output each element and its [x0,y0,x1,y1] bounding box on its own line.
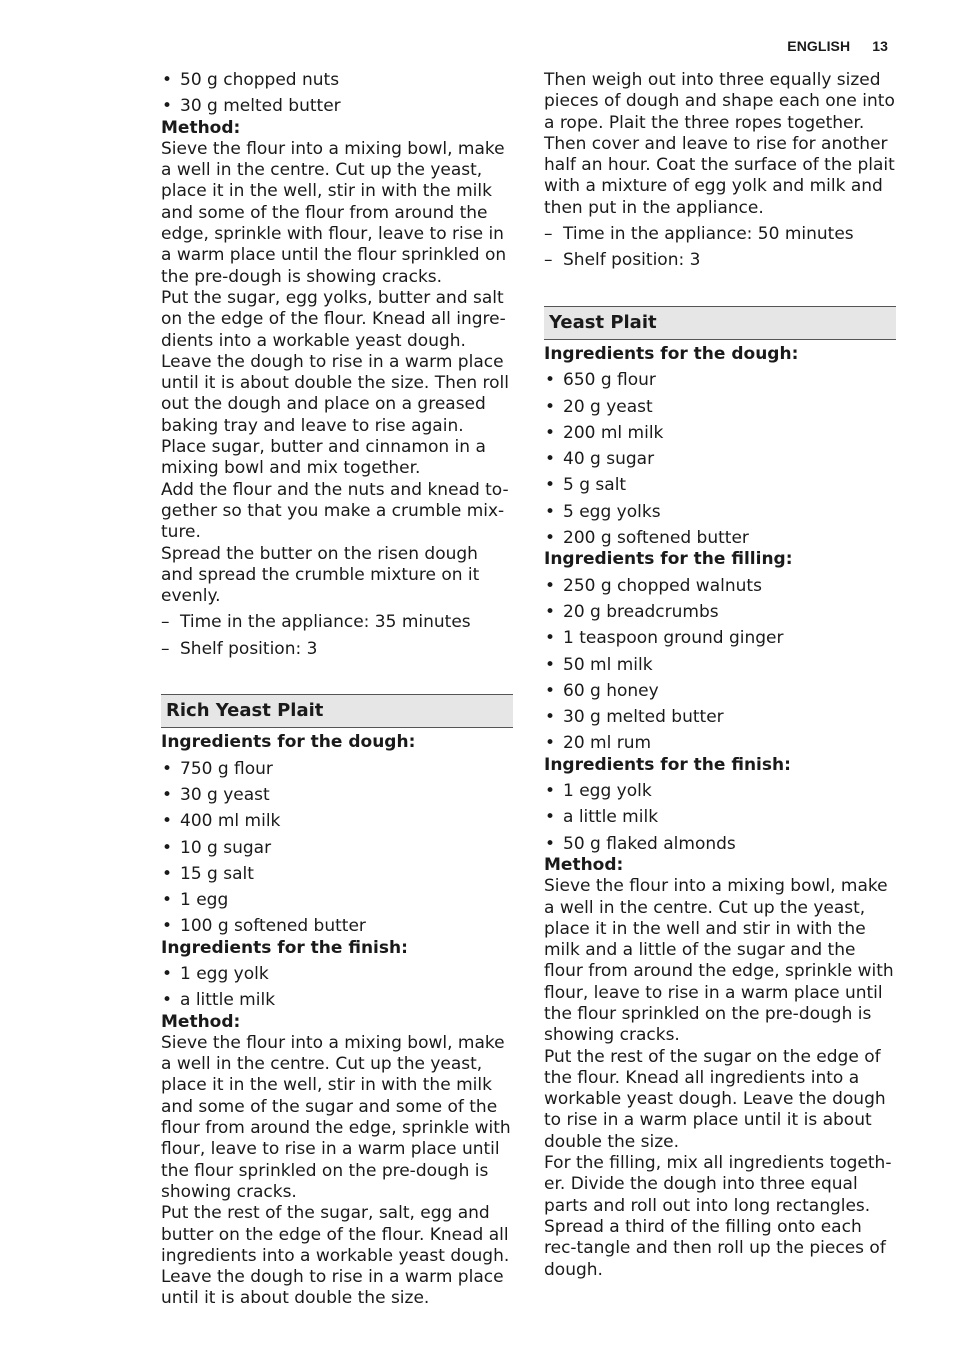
ingredient-item: • 50 g flaked almonds [544,834,896,855]
ingredient-item: • 1 egg [161,890,513,911]
ingredient-item: • 10 g sugar [161,838,513,859]
filling-ingredients-label: Ingredients for the filling: [544,549,793,570]
ingredient-item: • 50 ml milk [544,655,896,676]
ingredient-item: • 750 g flour [161,759,513,780]
shelf-setting: – Shelf position: 3 [161,639,513,660]
settings-list [544,224,896,272]
ingredient-item: • 650 g flour [544,370,896,391]
ingredient-item: • 400 ml milk [161,811,513,832]
left-column [161,70,513,1310]
ingredient-item: • 30 g melted butter [161,96,513,117]
right-column [544,70,896,1281]
ingredient-item: • 15 g salt [161,864,513,885]
time-setting: – Time in the appliance: 35 minutes [161,612,513,633]
dough-ingredient-list [161,759,513,938]
ingredient-item: • 20 ml rum [544,733,896,754]
ingredient-list-continued [161,70,513,118]
method-paragraph: Sieve the flour into a mixing bowl, make a well in the centre. Cut up the yeast, place it in the well, stir in with the milk and some of the flour from around the edge, sprinkle with flour, leave to rise in a warm place until the flour sprinkled on the pre-dough is showing cracks. [161,138,507,287]
language-label: ENGLISH [787,38,851,54]
ingredient-item: • 30 g melted butter [544,707,896,728]
method-paragraph: Spread the butter on the risen dough and spread the crumble mixture on it evenly. [161,543,480,607]
method-paragraph: Put the rest of the sugar on the edge of the flour. Knead all ingredients into a workable yeast dough. Leave the dough to rise in a warm place until it is about double the size. [544,1046,886,1152]
ingredient-item: • 20 g breadcrumbs [544,602,896,623]
method-paragraph: Leave the dough to rise in a warm place until it is about double the size. Then roll out the dough and place on a greased baking tray and leave to rise again. [161,351,509,436]
method-paragraph: Sieve the flour into a mixing bowl, make a well in the centre. Cut up the yeast, place it in the well and stir in with the milk and a little of the sugar and the flour from around the edge, sprinkle with flour, leave to rise in a warm place until the flour sprinkled on the pre-dough is showing cracks. [544,876,894,1046]
method-paragraph: Put the sugar, egg yolks, butter and salt on the edge of the flour. Knead all ingre-dients into a workable yeast dough. [161,287,506,351]
ingredient-item: • 250 g chopped walnuts [544,576,896,597]
method-paragraph: Leave the dough to rise in a warm place until it is about double the size. [161,1267,504,1309]
ingredient-item: • 200 g softened butter [544,528,896,549]
ingredient-item: • 50 g chopped nuts [161,70,513,91]
dough-ingredient-list [544,370,896,549]
finish-ingredients-label: Ingredients for the finish: [544,754,791,775]
ingredient-item: • a little milk [544,807,896,828]
ingredient-item: • 1 egg yolk [161,964,513,985]
ingredient-item: • 200 ml milk [544,423,896,444]
dough-ingredients-label: Ingredients for the dough: [544,343,799,364]
finish-ingredient-list [544,781,896,855]
ingredient-item: • 5 g salt [544,475,896,496]
filling-ingredient-list [544,576,896,755]
method-paragraph: Sieve the flour into a mixing bowl, make a well in the centre. Cut up the yeast, place it in the well, stir in with the milk and some of the sugar and some of the flour from around the edge, sprinkle with flour, leave to rise in a warm place until the flour sprinkled on the pre-dough is showing cracks. [161,1032,511,1202]
ingredient-item: • 100 g softened butter [161,916,513,937]
ingredient-item: • 1 egg yolk [544,781,896,802]
method-paragraph: For the filling, mix all ingredients togeth-er. Divide the dough into three equal parts and roll out into long rectangles. Spread a third of the filling onto each rec-tangle and then roll up the pieces of dough. [544,1153,892,1280]
section-heading-yeast-plait: Yeast Plait [544,306,896,340]
ingredient-item: • 20 g yeast [544,397,896,418]
method-paragraph: Place sugar, butter and cinnamon in a mixing bowl and mix together. [161,437,486,479]
method-paragraph: Add the flour and the nuts and knead to-gether so that you make a crumble mix-ture. [161,479,509,543]
shelf-setting: – Shelf position: 3 [544,250,896,271]
finish-ingredients-label: Ingredients for the finish: [161,937,408,958]
settings-list [161,612,513,660]
section-heading-rich-yeast-plait: Rich Yeast Plait [161,694,513,728]
dough-ingredients-label: Ingredients for the dough: [161,732,416,753]
ingredient-item: • a little milk [161,990,513,1011]
page-number: 13 [872,38,888,54]
finish-ingredient-list [161,964,513,1012]
ingredient-item: • 30 g yeast [161,785,513,806]
ingredient-item: • 60 g honey [544,681,896,702]
page-header [787,38,888,54]
method-label: Method: [544,854,624,875]
method-label: Method: [161,117,241,138]
method-paragraph: Then weigh out into three equally sized pieces of dough and shape each one into a rope. Plait the three ropes together. Then cover and leave to rise for another half an hour. Coat the surface of the plait with a mixture of egg yolk and milk and then put in the appliance. [544,70,895,218]
ingredient-item: • 40 g sugar [544,449,896,470]
method-paragraph: Put the rest of the sugar, salt, egg and butter on the edge of the flour. Knead all ingredients into a workable yeast dough. [161,1203,510,1266]
ingredient-item: • 5 egg yolks [544,502,896,523]
time-setting: – Time in the appliance: 50 minutes [544,224,896,245]
ingredient-item: • 1 teaspoon ground ginger [544,628,896,649]
method-label: Method: [161,1011,241,1032]
